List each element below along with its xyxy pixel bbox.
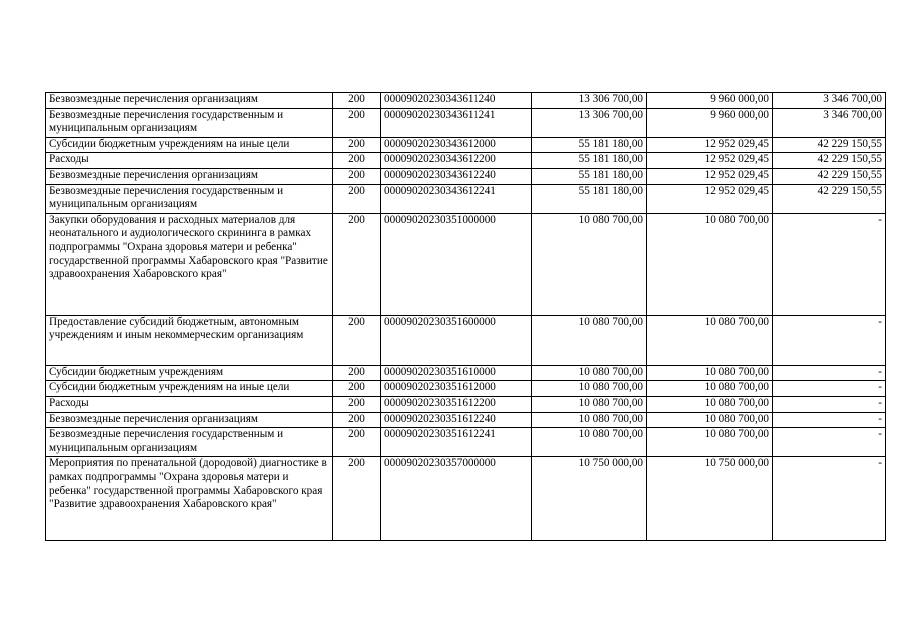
table-row [46,396,886,412]
row-admin-code: 200 [333,428,381,457]
row-value-3: 3 346 700,00 [773,108,886,137]
row-name: Субсидии бюджетным учреждениям на иные цели [46,381,333,397]
row-admin-code: 200 [333,108,381,137]
row-name: Безвозмездные перечисления организациям [46,168,333,184]
row-value-2: 12 952 029,45 [647,137,773,153]
row-value-3: 42 229 150,55 [773,168,886,184]
row-name: Безвозмездные перечисления организациям [46,412,333,428]
row-name: Субсидии бюджетным учреждениям на иные цели [46,137,333,153]
row-value-1: 13 306 700,00 [532,108,647,137]
row-value-1: 10 080 700,00 [532,396,647,412]
row-name: Предоставление субсидий бюджетным, автономным учреждениям и иным некоммерческим организациям [46,315,333,365]
row-name: Безвозмездные перечисления организациям [46,93,333,109]
row-admin-code: 200 [333,93,381,109]
table-row [46,184,886,213]
row-value-2: 12 952 029,45 [647,168,773,184]
row-name: Мероприятия по пренатальной (дородовой) диагностике в рамках подпрограммы "Охрана здоровья матери и ребенка" государственной программы Хабаровского края "Развитие здравоохранения Хабаровского края" [46,457,333,541]
table-row [46,457,886,541]
row-value-3: - [773,396,886,412]
row-value-2: 10 080 700,00 [647,213,773,315]
row-value-2: 10 080 700,00 [647,412,773,428]
row-value-1: 10 080 700,00 [532,365,647,381]
row-value-3: - [773,428,886,457]
row-admin-code: 200 [333,184,381,213]
row-classification-code: 00009020230343612200 [381,153,532,169]
row-value-2: 10 080 700,00 [647,396,773,412]
table-row [46,93,886,109]
row-classification-code: 00009020230351610000 [381,365,532,381]
row-value-1: 55 181 180,00 [532,153,647,169]
row-admin-code: 200 [333,315,381,365]
table-row [46,213,886,315]
row-value-1: 10 080 700,00 [532,381,647,397]
table-row [46,137,886,153]
row-classification-code: 00009020230343612241 [381,184,532,213]
row-name: Безвозмездные перечисления государственным и муниципальным организациям [46,184,333,213]
row-value-3: - [773,315,886,365]
row-classification-code: 00009020230343612240 [381,168,532,184]
table-row [46,108,886,137]
row-value-1: 10 080 700,00 [532,412,647,428]
row-classification-code: 00009020230351612240 [381,412,532,428]
row-value-1: 10 080 700,00 [532,213,647,315]
row-value-1: 10 750 000,00 [532,457,647,541]
table-row [46,428,886,457]
row-value-1: 55 181 180,00 [532,137,647,153]
row-name: Расходы [46,153,333,169]
row-value-1: 13 306 700,00 [532,93,647,109]
row-value-3: - [773,213,886,315]
row-value-1: 55 181 180,00 [532,168,647,184]
row-value-2: 10 080 700,00 [647,381,773,397]
row-value-3: 42 229 150,55 [773,184,886,213]
row-name: Закупки оборудования и расходных материалов для неонатального и аудиологического скрининга в рамках подпрограммы "Охрана здоровья матери и ребенка" государственной программы Хабаровского края "Развитие здравоохранения Хабаровского края" [46,213,333,315]
row-value-3: - [773,412,886,428]
row-classification-code: 00009020230357000000 [381,457,532,541]
row-admin-code: 200 [333,213,381,315]
row-value-2: 10 080 700,00 [647,428,773,457]
row-admin-code: 200 [333,381,381,397]
row-classification-code: 00009020230343611240 [381,93,532,109]
row-classification-code: 00009020230351000000 [381,213,532,315]
row-admin-code: 200 [333,168,381,184]
row-value-3: 42 229 150,55 [773,137,886,153]
row-admin-code: 200 [333,457,381,541]
row-value-2: 9 960 000,00 [647,108,773,137]
row-classification-code: 00009020230351612000 [381,381,532,397]
budget-table [45,92,886,541]
row-admin-code: 200 [333,153,381,169]
table-row [46,412,886,428]
table-row [46,315,886,365]
row-name: Расходы [46,396,333,412]
row-admin-code: 200 [333,137,381,153]
row-value-3: - [773,381,886,397]
row-classification-code: 00009020230343611241 [381,108,532,137]
row-value-2: 10 080 700,00 [647,365,773,381]
row-name: Безвозмездные перечисления государственным и муниципальным организациям [46,108,333,137]
table-row [46,381,886,397]
row-classification-code: 00009020230343612000 [381,137,532,153]
row-value-3: - [773,365,886,381]
row-value-2: 12 952 029,45 [647,184,773,213]
row-value-2: 10 080 700,00 [647,315,773,365]
row-value-3: 42 229 150,55 [773,153,886,169]
row-classification-code: 00009020230351600000 [381,315,532,365]
row-name: Субсидии бюджетным учреждениям [46,365,333,381]
row-name: Безвозмездные перечисления государственным и муниципальным организациям [46,428,333,457]
row-value-2: 9 960 000,00 [647,93,773,109]
row-classification-code: 00009020230351612200 [381,396,532,412]
row-admin-code: 200 [333,365,381,381]
table-row [46,153,886,169]
row-value-3: 3 346 700,00 [773,93,886,109]
row-value-2: 10 750 000,00 [647,457,773,541]
table-row [46,168,886,184]
row-admin-code: 200 [333,412,381,428]
row-classification-code: 00009020230351612241 [381,428,532,457]
row-admin-code: 200 [333,396,381,412]
row-value-1: 55 181 180,00 [532,184,647,213]
row-value-1: 10 080 700,00 [532,428,647,457]
table-row [46,365,886,381]
row-value-2: 12 952 029,45 [647,153,773,169]
row-value-3: - [773,457,886,541]
row-value-1: 10 080 700,00 [532,315,647,365]
